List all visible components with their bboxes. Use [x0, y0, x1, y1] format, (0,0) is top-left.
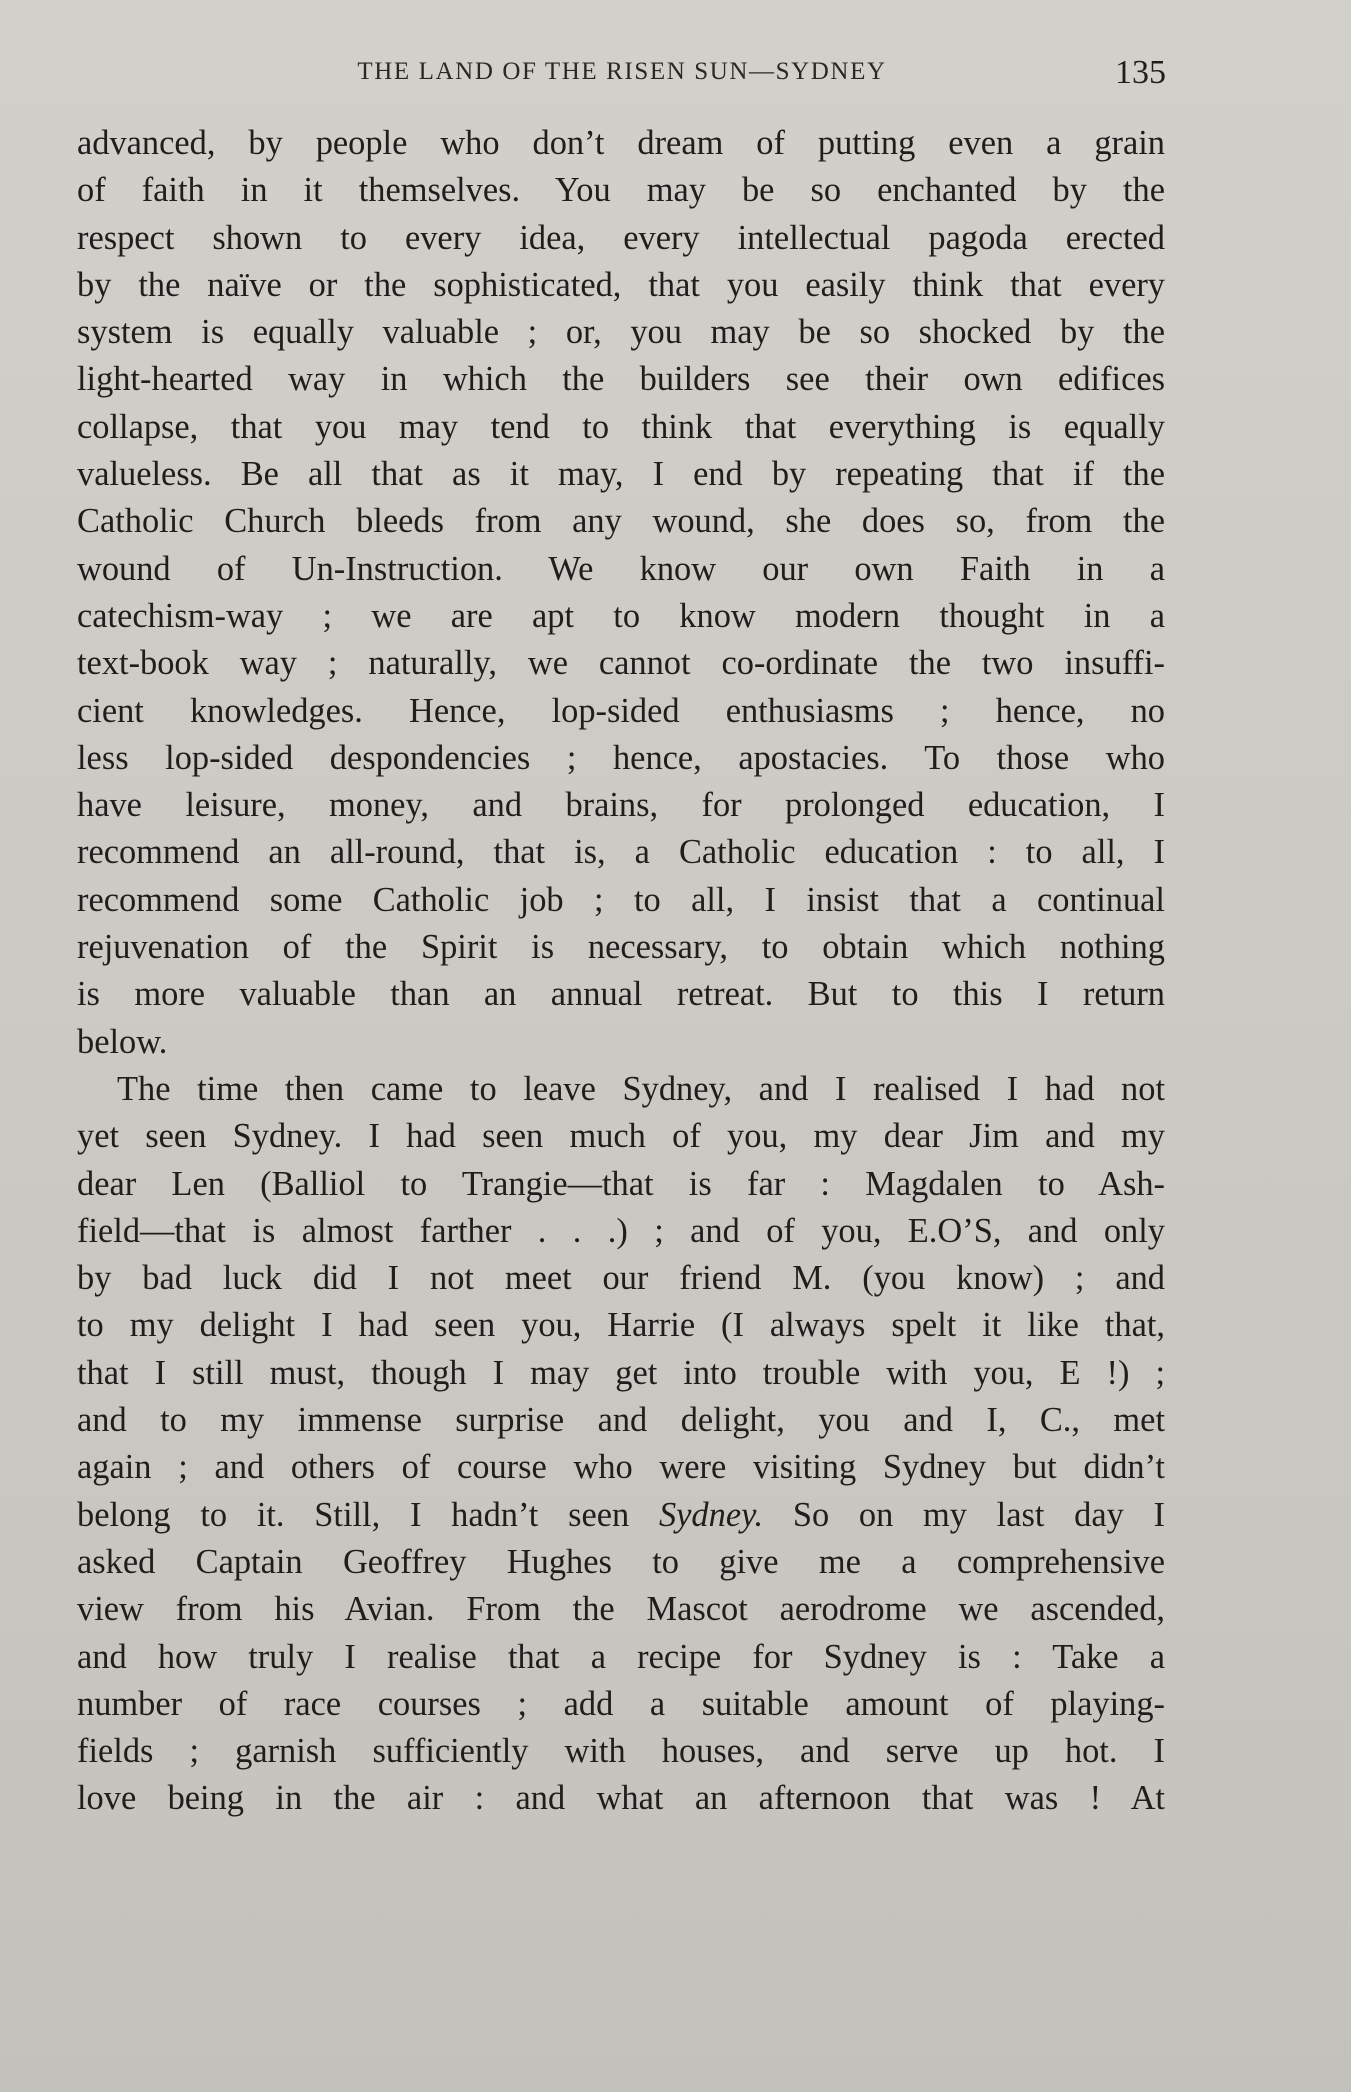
text-line: valueless. Be all that as it may, I end by repeating that if the [77, 455, 1165, 494]
text-line: respect shown to every idea, every intellectual pagoda erected [77, 218, 1165, 257]
text-line: recommend an all-round, that is, a Catholic education : to all, I [77, 833, 1165, 872]
text-line: that I still must, though I may get into trouble with you, E !) ; [77, 1353, 1165, 1392]
text-line: and to my immense surprise and delight, you and I, C., met [77, 1401, 1165, 1440]
text-line: asked Captain Geoffrey Hughes to give me a comprehensive [77, 1542, 1165, 1581]
text-line: The time then came to leave Sydney, and I realised I had not [117, 1069, 1165, 1108]
text-line: collapse, that you may tend to think that everything is equally [77, 407, 1165, 446]
text-line: cient knowledges. Hence, lop-sided enthusiasms ; hence, no [77, 691, 1165, 730]
text-line: system is equally valuable ; or, you may be so shocked by the [77, 313, 1165, 352]
text-line: field—that is almost farther . . .) ; and of you, E.O’S, and only [77, 1211, 1165, 1250]
text-line: again ; and others of course who were visiting Sydney but didn’t [77, 1448, 1165, 1487]
text-line: have leisure, money, and brains, for prolonged education, I [77, 786, 1165, 825]
text-line: advanced, by people who don’t dream of putting even a grain [77, 124, 1165, 162]
body-text [77, 120, 1165, 1823]
text-line: light-hearted way in which the builders see their own edifices [77, 360, 1165, 399]
text-line: dear Len (Balliol to Trangie—that is far : Magdalen to Ash- [77, 1164, 1165, 1203]
text-line: wound of Un-Instruction. We know our own Faith in a [77, 549, 1165, 588]
text-segment: belong to it. Still, I hadn’t seen [77, 1495, 630, 1534]
text-line: by the naïve or the sophisticated, that you easily think that every [77, 265, 1165, 304]
text-line: of faith in it themselves. You may be so enchanted by the [77, 171, 1165, 210]
text-line: is more valuable than an annual retreat. But to this I return [77, 975, 1165, 1014]
paragraph-2 [77, 1066, 1165, 1823]
text-segment: So on my last day I [792, 1495, 1166, 1534]
text-line: recommend some Catholic job ; to all, I insist that a continual [77, 880, 1165, 919]
running-head [78, 54, 1166, 94]
page-number: 135 [1115, 54, 1166, 91]
text-line: to my delight I had seen you, Harrie (I always spelt it like that, [77, 1306, 1165, 1345]
text-line: rejuvenation of the Spirit is necessary, to obtain which nothing [77, 928, 1165, 967]
text-line: view from his Avian. From the Mascot aerodrome we ascended, [77, 1590, 1165, 1629]
text-line: catechism-way ; we are apt to know modern thought in a [77, 596, 1165, 635]
text-line: Catholic Church bleeds from any wound, she does so, from the [77, 502, 1165, 541]
text-line: by bad luck did I not meet our friend M. (you know) ; and [77, 1259, 1165, 1298]
text-line: yet seen Sydney. I had seen much of you, my dear Jim and my [77, 1117, 1165, 1156]
italic-word: Sydney. [658, 1495, 764, 1534]
text-line: number of race courses ; add a suitable amount of playing- [77, 1684, 1165, 1723]
text-line: love being in the air : and what an afternoon that was ! At [77, 1779, 1165, 1818]
text-line: fields ; garnish sufficiently with houses, and serve up hot. I [77, 1732, 1165, 1771]
text-line: and how truly I realise that a recipe for Sydney is : Take a [77, 1637, 1165, 1676]
paragraph-1 [77, 120, 1165, 1066]
running-title: THE LAND OF THE RISEN SUN—SYDNEY [357, 58, 887, 85]
text-line: below. [77, 1022, 168, 1061]
text-line-with-italic [77, 1492, 1165, 1539]
text-line: less lop-sided despondencies ; hence, apostacies. To those who [77, 738, 1165, 777]
text-line: text-book way ; naturally, we cannot co-ordinate the two insuffi- [77, 644, 1165, 683]
